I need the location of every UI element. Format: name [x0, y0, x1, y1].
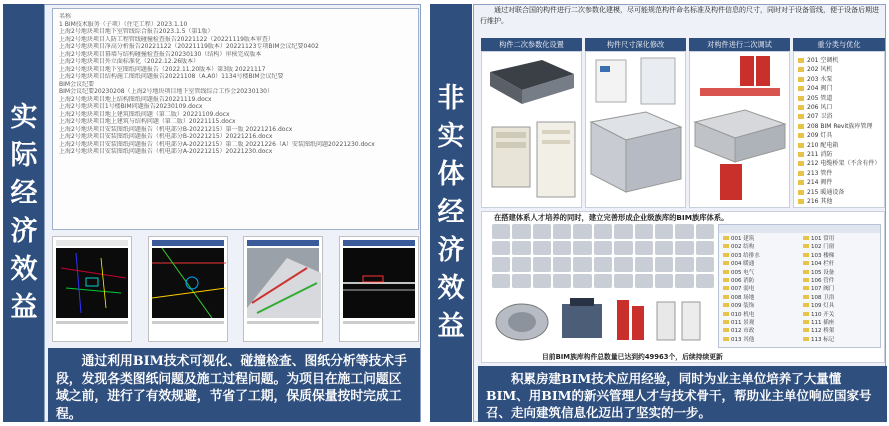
- library-component-thumbnail: [614, 274, 632, 289]
- debug-images: [689, 51, 790, 208]
- library-component-thumbnail: [553, 274, 571, 289]
- library-component-thumbnail: [492, 274, 510, 289]
- file-list-item: 上海2号地块项目安装图纸问题报告（机电部分B-20221215）20221216.docx: [59, 133, 273, 140]
- library-component-thumbnail: [635, 257, 653, 272]
- left-banner: [3, 4, 45, 422]
- library-component-thumbnail: [635, 241, 653, 256]
- folder-item: 209 灯具: [798, 131, 880, 140]
- library-component-thumbnail: [696, 241, 714, 256]
- library-component-thumbnail: [512, 257, 530, 272]
- parametric-images: [481, 51, 582, 208]
- file-list-item: BIM会议纪要: [59, 80, 95, 88]
- folder-item: 206 风口: [798, 103, 880, 112]
- library-component-thumbnail: [655, 257, 673, 272]
- library-component-thumbnail: [573, 224, 591, 239]
- file-list-item: 1 BIM技术服务（子项）（住宅工程）2023.1.10: [59, 20, 188, 28]
- explorer-folder: 103 楼梯: [803, 252, 834, 260]
- explorer-folder: 003 给排水: [723, 252, 760, 260]
- explorer-folder: 009 装饰: [723, 302, 760, 310]
- folder-item: 202 风机: [798, 65, 880, 74]
- file-list: [52, 8, 419, 230]
- folder-item: 203 水泵: [798, 75, 880, 84]
- file-list-item: 上海2号地块项目人防工程管线碰撞检查报告20221122（20221119版本审查）: [59, 35, 274, 43]
- library-component-thumbnail: [594, 274, 612, 289]
- equipment-drawing: [690, 52, 790, 208]
- library-component-thumbnail: [635, 224, 653, 239]
- column-header: 对构件进行二次调试: [689, 38, 790, 51]
- file-list-item: 上海2号地块项目净高分析报告20221122（20221119版本）20221123专项BIM会议纪要0402: [59, 43, 319, 50]
- explorer-folder: 004 暖通: [723, 260, 760, 268]
- library-component-thumbnail: [533, 241, 551, 256]
- column-headers: [481, 38, 885, 51]
- folder-item: 208 BIM Revit族库管理: [798, 122, 880, 131]
- explorer-folder: 007 弱电: [723, 285, 760, 293]
- component-library: [481, 211, 885, 363]
- library-component-thumbnail: [594, 224, 612, 239]
- file-list-item: 上海2号地块项目幕墙与结构碰撞检查报告20230130（结构）审核完成版本: [59, 50, 262, 58]
- folder-item: 205 管道: [798, 94, 880, 103]
- report-thumbnail: [52, 236, 132, 342]
- file-list-item: 上海2号地块项目安装图纸问题报告（机电部分B-20221215）第一版 20221216.docx: [59, 125, 293, 133]
- file-list-item: BIM会议纪要20230208（上海2号地块项目地下室管线综合工作会20230130）: [59, 88, 273, 95]
- explorer-folder: 111 插座: [803, 319, 834, 327]
- library-component-thumbnail: [675, 257, 693, 272]
- folder-item: 211 消防: [798, 150, 880, 159]
- explorer-folder: 006 消防: [723, 277, 760, 285]
- file-list-item: 上海2号地块项目1号楼BIM问题报告20230109.docx: [59, 103, 203, 110]
- file-list-item: 上海2号地块项目结构施工图纸问题报告20221108（A.A0）1134号楼BIM会议纪要: [59, 73, 284, 80]
- size-images: [585, 51, 686, 208]
- explorer-folder: 012 市政: [723, 327, 760, 335]
- explorer-folder: 005 电气: [723, 269, 760, 277]
- file-list-item: 上海2号地块项目地上结构图纸问题报告20221119.docx: [59, 95, 212, 103]
- folder-item: 212 电缆桥架（不含有件）: [798, 159, 880, 168]
- left-summary: 通过利用BIM技术可视化、碰撞检查、图纸分析等技术手段，发现各类图纸问题及施工过程问题。为项目在施工问题区域之前，进行了有效规避，节省了工期，保质保量按时完成工程。: [48, 348, 420, 422]
- drawing-image: [152, 248, 226, 318]
- library-title: 在搭建体系人才培养的同时，建立完善形成企业级族库的BIM族库体系。: [494, 213, 729, 222]
- library-component-thumbnail: [512, 274, 530, 289]
- explorer-folder: 106 管件: [803, 277, 834, 285]
- explorer-folder: 011 景观: [723, 319, 760, 327]
- drawing-image: [56, 248, 130, 318]
- left-banner-text: 实际经济效益: [10, 102, 38, 323]
- report-thumbnails: [52, 236, 419, 346]
- equipment-drawing: [586, 52, 686, 208]
- report-thumbnail: [339, 236, 419, 342]
- folder-item: 215 暖通设备: [798, 188, 880, 197]
- library-component-thumbnail: [533, 224, 551, 239]
- file-list-item: 上海2号地块项目地上建筑图纸问题（第二版）20221109.docx: [59, 110, 230, 118]
- right-intro: 通过对联合国的构件进行二次参数化建模，尽可能规范构件命名标准及构件信息的尺寸，同时对于设备管线，便于设备后期进行维护。: [480, 6, 879, 25]
- library-component-thumbnail: [553, 224, 571, 239]
- explorer-folder: 113 标记: [803, 336, 834, 344]
- library-component-thumbnail: [492, 241, 510, 256]
- model-image: [247, 248, 321, 318]
- library-component-thumbnail: [594, 241, 612, 256]
- library-component-thumbnail: [635, 274, 653, 289]
- library-component-thumbnail: [696, 274, 714, 289]
- file-list-item: 上海2号地块项目地上建筑与结构问题（第二版）20221115.docx: [59, 118, 236, 125]
- library-component-thumbnail: [655, 274, 673, 289]
- library-component-thumbnail: [675, 274, 693, 289]
- explorer-folder: 105 设备: [803, 269, 834, 277]
- explorer-folder: 110 开关: [803, 311, 834, 319]
- explorer-folder: 010 机电: [723, 311, 760, 319]
- explorer-folder: 001 建筑: [723, 235, 760, 243]
- explorer-folder: 008 场地: [723, 294, 760, 302]
- explorer-folder: 102 门窗: [803, 243, 834, 251]
- library-component-thumbnail: [594, 257, 612, 272]
- library-component-thumbnail: [553, 241, 571, 256]
- library-component-thumbnail: [696, 257, 714, 272]
- library-component-thumbnail: [573, 274, 591, 289]
- library-component-thumbnail: [533, 257, 551, 272]
- folder-item: 207 卫浴: [798, 112, 880, 121]
- library-component-thumbnail: [512, 241, 530, 256]
- library-component-thumbnail: [573, 257, 591, 272]
- explorer-folder: 107 阀门: [803, 285, 834, 293]
- library-component-thumbnail: [614, 224, 632, 239]
- library-component-thumbnail: [614, 257, 632, 272]
- library-component-thumbnail: [655, 241, 673, 256]
- library-component-thumbnail: [553, 257, 571, 272]
- library-components-image: [492, 292, 714, 350]
- library-component-thumbnail: [696, 224, 714, 239]
- file-list-item: 上海2号地块项目外立面标准化（2022.12.26版本）: [59, 58, 200, 65]
- folder-item: 201 空调机: [798, 56, 880, 65]
- folder-item: 216 其他: [798, 197, 880, 206]
- component-images: [481, 51, 885, 208]
- library-component-thumbnail: [573, 241, 591, 256]
- file-explorer-window: [718, 224, 881, 348]
- column-header: 构件尺寸深化修改: [585, 38, 686, 51]
- explorer-folder: 104 栏杆: [803, 260, 834, 268]
- explorer-folder: 013 其他: [723, 336, 760, 344]
- library-footer: 目前BIM族库构件总数量已达到约49963个，后续持续更新: [542, 353, 723, 361]
- file-list-item: 名称: [59, 13, 72, 20]
- library-component-thumbnail: [492, 224, 510, 239]
- right-banner: [430, 4, 472, 422]
- library-component-thumbnail: [614, 241, 632, 256]
- explorer-folder: 002 结构: [723, 243, 760, 251]
- explorer-toolbar: [719, 225, 880, 233]
- library-component-thumbnail: [675, 241, 693, 256]
- explorer-folder: 101 常用: [803, 235, 834, 243]
- section-image: [343, 248, 417, 318]
- library-component-thumbnail: [492, 257, 510, 272]
- library-component-thumbnail: [533, 274, 551, 289]
- file-list-item: 上海2号地块项目地下室管线综合报告2023.1.5（第1版）: [59, 28, 214, 35]
- explorer-folder: 109 灯具: [803, 302, 834, 310]
- library-component-thumbnail: [675, 224, 693, 239]
- folder-item: 204 阀门: [798, 84, 880, 93]
- explorer-folder: 108 卫浴: [803, 294, 834, 302]
- file-list-item: 上海2号地块项目地下室图纸问题报告（2022.11.20版本）第3版 20221117: [59, 65, 266, 73]
- report-thumbnail: [243, 236, 323, 342]
- equipment-drawing: [482, 52, 582, 208]
- folder-item: 214 阀件: [798, 178, 880, 187]
- folder-item: 210 配电箱: [798, 141, 880, 150]
- right-summary: 积累房建BIM技术应用经验，同时为业主单位培养了大量懂BIM、用BIM的新兴管理人才与技术骨干，帮助业主单位响应国家号召、走向建筑信息化迈出了坚实的一步。: [478, 366, 887, 422]
- report-thumbnail: [148, 236, 228, 342]
- file-list-item: 上海2号地块项目安装图纸问题报告（机电部分A-20221215）第二版 20221226（A）安装图纸问题20221230.docx: [59, 140, 375, 148]
- column-header: 构件二次参数化设置: [481, 38, 582, 51]
- library-component-thumbnail: [512, 224, 530, 239]
- library-component-thumbnail: [655, 224, 673, 239]
- classification-list: [793, 51, 885, 208]
- library-icon-grid: [492, 224, 714, 288]
- file-list-item: 上海2号地块项目安装图纸问题报告（机电部分A-20221215）20221230.docx: [59, 148, 273, 155]
- right-banner-text: 非实体经济效益: [437, 83, 465, 342]
- column-header: 重分类与优化: [793, 38, 885, 51]
- explorer-folder: 112 桥架: [803, 327, 834, 335]
- folder-item: 213 管件: [798, 169, 880, 178]
